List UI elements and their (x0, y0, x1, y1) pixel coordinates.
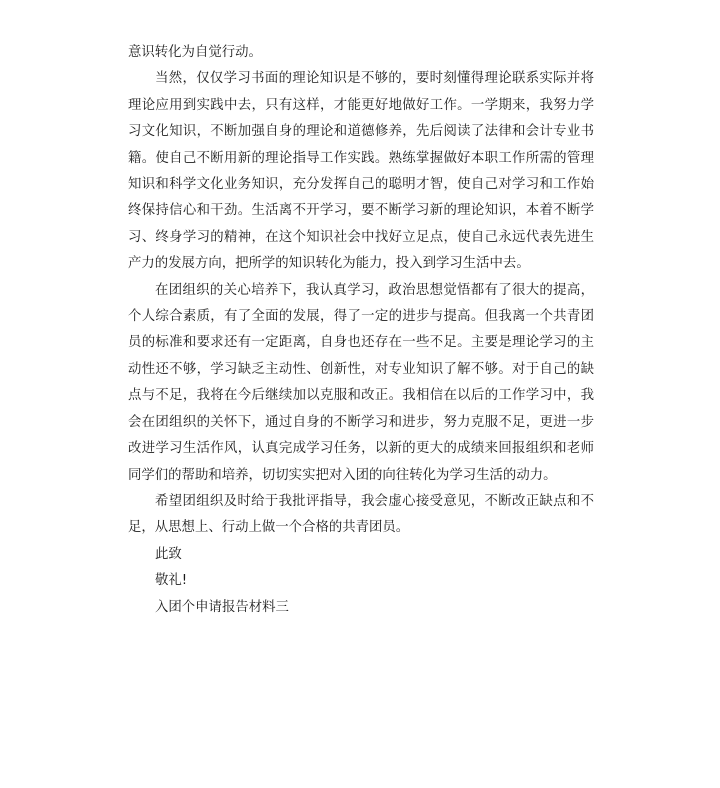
document-body (128, 40, 594, 621)
paragraph-hope: 希望团组织及时给于我批评指导，我会虚心接受意见，不断改正缺点和不足，从思想上、行动上做一个合格的共青团员。 (128, 493, 594, 536)
paragraph-theory-practice: 当然，仅仅学习书面的理论知识是不够的，要时刻懂得理论联系实际并将理论应用到实践中去，只有这样，才能更好地做好工作。一学期来，我努力学习文化知识，不断加强自身的理论和道德修养，先后阅读了法律和会计专业书籍。使自己不断用新的理论指导工作实践。熟练掌握做好本职工作所需的管理知识和科学文化业务知识，充分发挥自己的聪明才智，使自己对学习和工作始终保持信心和干劲。生活离不开学习，要不断学习新的理论知识，本着不断学习、终身学习的精神，在这个知识社会中找好立足点，使自己永远代表先进生产力的发展方向，把所学的知识转化为能力，投入到学习生活中去。 (128, 71, 594, 272)
paragraph-self-assessment: 在团组织的关心培养下，我认真学习，政治思想觉悟都有了很大的提高，个人综合素质，有了全面的发展，得了一定的进步与提高。但我离一个共青团员的标准和要求还有一定距离，自身也还存在一些不足。主要是理论学习的主动性还不够，学习缺乏主动性、创新性，对专业知识了解不够。对于自己的缺点与不足，我将在今后继续加以克服和改正。我相信在以后的工作学习中，我会在团组织的关怀下，通过自身的不断学习和进步，努力克服不足，更进一步改进学习生活作风，认真完成学习任务，以新的更大的成绩来回报组织和老师同学们的帮助和培养，切切实实把对入团的向往转化为学习生活的动力。 (128, 282, 594, 483)
paragraph-continuation: 意识转化为自觉行动。 (128, 45, 262, 60)
closing-respect: 敬礼! (155, 573, 188, 589)
closing-salutation: 此致 (155, 546, 182, 562)
next-section-heading: 入团个申请报告材料三 (155, 599, 289, 615)
